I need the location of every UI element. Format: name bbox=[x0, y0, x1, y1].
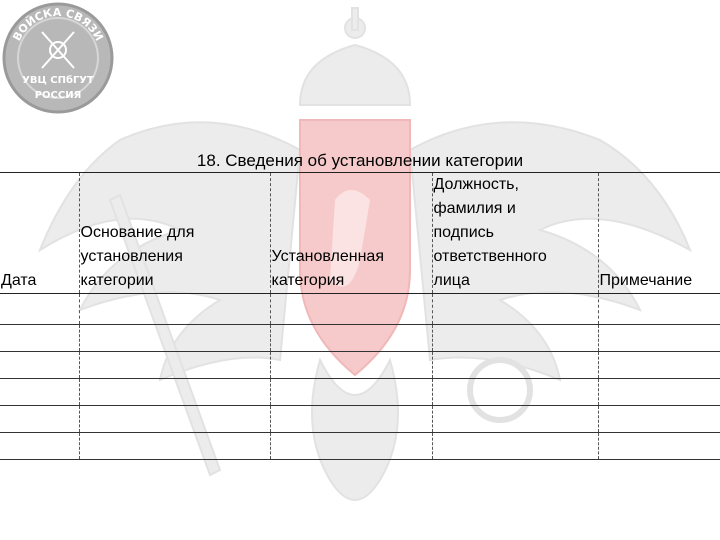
emblem-mid-text: УВЦ СПбГУТ bbox=[22, 75, 94, 86]
table-cell[interactable] bbox=[270, 379, 432, 406]
table-cell[interactable] bbox=[270, 406, 432, 433]
table-cell[interactable] bbox=[79, 406, 270, 433]
header-date: Дата bbox=[0, 173, 79, 294]
table-row bbox=[0, 352, 720, 379]
table-cell[interactable] bbox=[270, 433, 432, 460]
table-cell[interactable] bbox=[0, 406, 79, 433]
emblem-bottom-text: РОССИЯ bbox=[34, 90, 82, 101]
section-title bbox=[0, 150, 720, 172]
table-cell[interactable] bbox=[598, 294, 720, 325]
table-cell[interactable] bbox=[432, 294, 598, 325]
table-cell[interactable] bbox=[79, 325, 270, 352]
table-header-row bbox=[0, 173, 720, 294]
table-cell[interactable] bbox=[598, 325, 720, 352]
table-cell[interactable] bbox=[432, 352, 598, 379]
table-cell[interactable] bbox=[432, 433, 598, 460]
table-cell[interactable] bbox=[432, 379, 598, 406]
signal-corps-emblem bbox=[2, 2, 114, 114]
table-cell[interactable] bbox=[432, 406, 598, 433]
crown-icon bbox=[300, 45, 410, 105]
table-cell[interactable] bbox=[270, 294, 432, 325]
category-records-table bbox=[0, 172, 720, 460]
table-cell[interactable] bbox=[598, 406, 720, 433]
table-cell[interactable] bbox=[0, 379, 79, 406]
table-cell[interactable] bbox=[79, 352, 270, 379]
table-cell[interactable] bbox=[432, 325, 598, 352]
table-row bbox=[0, 379, 720, 406]
header-category: Установленная категория bbox=[270, 173, 432, 294]
section-title-text: 18. Сведения об установлении категории bbox=[196, 151, 524, 170]
table-cell[interactable] bbox=[79, 379, 270, 406]
header-official: Должность, фамилия и подпись ответственного лица bbox=[432, 173, 598, 294]
table-cell[interactable] bbox=[0, 294, 79, 325]
header-basis: Основание для установления категории bbox=[79, 173, 270, 294]
table-row bbox=[0, 294, 720, 325]
table-cell[interactable] bbox=[270, 325, 432, 352]
table-row bbox=[0, 325, 720, 352]
table-cell[interactable] bbox=[79, 294, 270, 325]
table-cell[interactable] bbox=[270, 352, 432, 379]
table-row bbox=[0, 406, 720, 433]
emblem-top-text: ВОЙСКА СВЯЗИ bbox=[10, 5, 106, 44]
table-cell[interactable] bbox=[598, 379, 720, 406]
table-cell[interactable] bbox=[598, 433, 720, 460]
table-cell[interactable] bbox=[0, 325, 79, 352]
table-cell[interactable] bbox=[79, 433, 270, 460]
table-cell[interactable] bbox=[0, 352, 79, 379]
table-cell[interactable] bbox=[598, 352, 720, 379]
header-note: Примечание bbox=[598, 173, 720, 294]
table-cell[interactable] bbox=[0, 433, 79, 460]
table-row bbox=[0, 433, 720, 460]
